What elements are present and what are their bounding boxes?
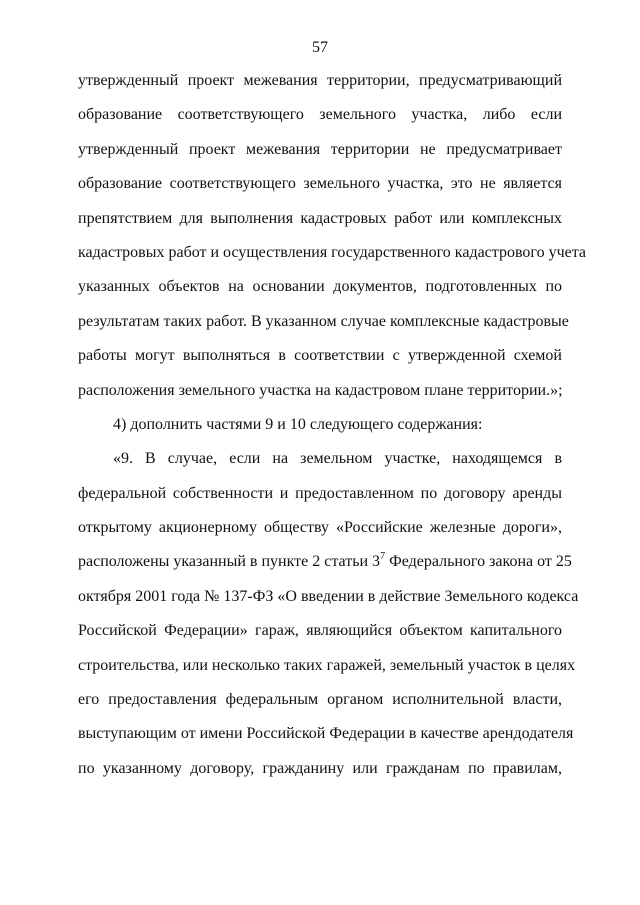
- text-segment: расположены указанный в пункте 2 статьи 3: [78, 553, 381, 571]
- text-line: утвержденный проект межевания территории не предусматривает: [78, 140, 562, 158]
- text-segment: Федерального закона от 25: [385, 553, 572, 571]
- paragraph-part-9: [78, 442, 579, 786]
- text-line: его предоставления федеральным органом исполнительной власти,: [78, 691, 562, 709]
- paragraph-amendment-item: [78, 408, 562, 442]
- text-line: октября 2001 года № 137-ФЗ «О введении в действие Земельного кодекса: [78, 587, 579, 605]
- text-line: открытому акционерному обществу «Российские железные дороги»,: [78, 519, 562, 537]
- text-line: 4) дополнить частями 9 и 10 следующего содержания:: [113, 415, 483, 433]
- text-line: результатам таких работ. В указанном случае комплексные кадастровые: [78, 312, 569, 330]
- text-line: [78, 545, 572, 579]
- paragraph-continuation: [78, 64, 587, 408]
- text-line: образование соответствующего земельного участка, либо если: [78, 106, 562, 124]
- document-body: [78, 64, 587, 786]
- text-line: указанных объектов на основании документов, подготовленных по: [78, 278, 562, 296]
- text-line: работы могут выполняться в соответствии с утвержденной схемой: [78, 347, 562, 365]
- text-line: образование соответствующего земельного участка, это не является: [78, 175, 562, 193]
- text-line: Российской Федерации» гараж, являющийся объектом капитального: [78, 622, 562, 640]
- text-line: утвержденный проект межевания территории, предусматривающий: [78, 72, 562, 89]
- text-line: федеральной собственности и предоставленном по договору аренды: [78, 484, 562, 502]
- superscript: 7: [380, 551, 386, 563]
- text-line: кадастровых работ и осуществления государственного кадастрового учета: [78, 243, 587, 261]
- text-line: препятствием для выполнения кадастровых работ или комплексных: [78, 209, 562, 227]
- text-line: строительства, или несколько таких гаражей, земельный участок в целях: [78, 656, 576, 674]
- text-line: по указанному договору, гражданину или гражданам по правилам,: [78, 759, 562, 777]
- page-number: 57: [312, 39, 328, 56]
- text-line: расположения земельного участка на кадастровом плане территории.»;: [78, 381, 563, 399]
- text-line: выступающим от имени Российской Федерации в качестве арендодателя: [78, 725, 574, 743]
- text-line: «9. В случае, если на земельном участке, находящемся в: [113, 450, 562, 468]
